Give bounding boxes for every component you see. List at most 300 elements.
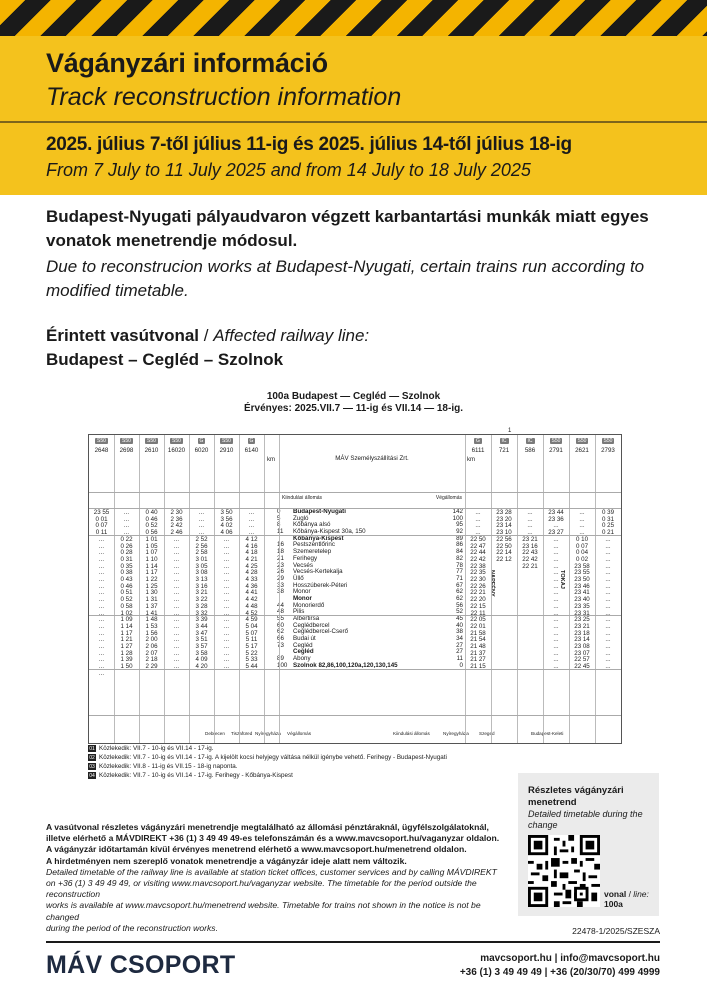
timetable-line-no: 100a Budapest — Cegléd — Szolnok — [266, 391, 441, 402]
time-cell: 22 15 — [470, 602, 486, 610]
time-cell: 1 14 — [120, 622, 133, 630]
train-times — [114, 493, 139, 671]
train-number: 16020 — [167, 447, 186, 454]
grid-vline — [543, 435, 544, 743]
time-cell: 23 08 — [574, 643, 590, 651]
time-cell: 23 20 — [496, 515, 512, 523]
time-cell: 3 22 — [195, 596, 208, 604]
time-cell: ... — [173, 549, 180, 557]
time-cell: ... — [553, 582, 559, 590]
time-cell: ... — [553, 629, 559, 637]
time-cell: ... — [553, 555, 559, 563]
time-cell: 2 00 — [145, 636, 158, 644]
time-cell: ... — [475, 529, 481, 537]
time-cell: 22 30 — [470, 576, 486, 584]
time-cell: 3 01 — [195, 555, 208, 563]
time-cell: ... — [223, 622, 230, 630]
station-name: Üllő — [293, 574, 304, 582]
time-cell: 23 35 — [574, 602, 590, 610]
time-cell: 22 56 — [496, 535, 512, 543]
grid-vline — [164, 435, 165, 743]
time-cell: 22 44 — [470, 549, 486, 557]
station-name: Cegléd — [293, 641, 313, 649]
time-cell: 23 44 — [548, 509, 564, 516]
train-times — [214, 493, 239, 671]
note-key: 02 — [89, 754, 95, 761]
station-km: 73 — [277, 641, 284, 649]
station-km: 26 — [277, 568, 284, 576]
note-key: 03 — [89, 763, 95, 770]
train-header — [139, 435, 164, 493]
time-cell: 1 39 — [120, 656, 133, 664]
time-cell: ... — [605, 663, 611, 671]
time-cell: 21 27 — [470, 656, 486, 664]
time-cell: 23 14 — [574, 636, 590, 644]
train-number: 6111 — [471, 447, 485, 454]
time-cell: ... — [553, 656, 559, 664]
time-cell: 22 47 — [470, 542, 486, 550]
station-row — [277, 581, 463, 590]
train-column-6140 — [239, 435, 264, 743]
time-cell: ... — [223, 663, 230, 671]
station-km-reverse: 27 — [456, 648, 463, 656]
time-cell: 3 21 — [195, 589, 208, 597]
time-cell: 23 55 — [93, 509, 110, 516]
info-bold-line: illetve elérhető a MÁVDIREKT +36 (1) 3 49 49 49-es telefonszámán és a www.mavcsoport.hu/vaganyzar oldalon. — [46, 833, 500, 844]
station-km-reverse: 67 — [456, 581, 463, 589]
footer-divider — [46, 941, 660, 943]
station-row — [285, 649, 461, 656]
time-cell: 1 27 — [120, 643, 133, 651]
station-km: 48 — [277, 608, 284, 616]
time-cell: 3 56 — [220, 515, 233, 523]
station-km-reverse: 38 — [456, 628, 463, 636]
time-cell: 22 50 — [496, 542, 512, 550]
train-column-2621 — [569, 435, 595, 743]
time-cell: 0 01 — [95, 515, 108, 523]
time-cell: 21 37 — [470, 649, 486, 657]
time-cell: ... — [605, 636, 611, 644]
time-cell: ... — [98, 663, 105, 671]
station-km: 23 — [277, 561, 284, 569]
time-cell: ... — [553, 596, 559, 604]
time-cell: 4 02 — [220, 522, 233, 530]
time-cell: 1 50 — [120, 663, 133, 671]
time-cell: ... — [553, 576, 559, 584]
time-cell: 1 02 — [120, 609, 133, 617]
timetable-validity: Érvényes: 2025.VII.7 — 11-ig és VII.14 — 18-ig. — [243, 403, 463, 414]
station-km-reverse: 92 — [456, 528, 463, 536]
time-cell: ... — [248, 515, 255, 523]
time-cell: 0 46 — [145, 515, 158, 523]
time-cell: 1 25 — [145, 582, 158, 590]
time-cell: ... — [98, 562, 105, 570]
time-cell: ... — [553, 609, 559, 617]
station-km-reverse: 84 — [456, 548, 463, 556]
time-cell: 4 06 — [220, 529, 233, 537]
train-column-2791 — [543, 435, 569, 743]
station-km: 89 — [277, 655, 284, 663]
time-cell: 4 18 — [245, 549, 258, 557]
dates-en: From 7 July to 11 July 2025 and from 14 July to 18 July 2025 — [46, 160, 531, 180]
time-cell: ... — [98, 656, 105, 664]
train-category-badge: IC — [501, 438, 507, 444]
time-cell: ... — [223, 649, 230, 657]
foot-label: Nyíregyháza — [255, 731, 281, 736]
station-name: Monor — [293, 594, 312, 602]
time-cell: ... — [198, 529, 205, 537]
station-km-reverse: 82 — [456, 554, 463, 562]
time-cell: ... — [223, 535, 230, 543]
station-km-reverse: 27 — [456, 641, 463, 649]
station-km: 5 — [277, 514, 281, 522]
time-cell: 23 21 — [522, 535, 538, 543]
time-cell: ... — [553, 569, 559, 577]
contact-phone: +36 (1) 3 49 49 49 | +36 (20/30/70) 499 4999 — [459, 967, 660, 978]
info-bold-line: A vasútvonal részletes vágányzári menetrendje megtalálható az állomási pénztáraknál, ügyfélszolgálatoknál, — [46, 822, 489, 832]
affected-line — [46, 324, 369, 372]
time-cell: ... — [475, 515, 481, 523]
time-cell: 5 07 — [245, 629, 258, 637]
time-cell: 1 28 — [120, 649, 133, 657]
time-cell: 0 51 — [120, 589, 133, 597]
time-cell: ... — [173, 622, 180, 630]
time-cell: 4 42 — [245, 596, 258, 604]
station-name: Vecsés — [293, 561, 313, 569]
time-cell: 4 16 — [245, 542, 258, 550]
station-km: 11 — [277, 528, 284, 536]
time-cell: ... — [98, 535, 105, 543]
time-cell: 5 04 — [245, 622, 258, 630]
station-name: Cegléd — [293, 648, 314, 656]
time-cell: ... — [173, 589, 180, 597]
time-cell: 0 25 — [601, 522, 615, 530]
train-category-badge: S50 — [172, 438, 181, 444]
time-cell: ... — [579, 522, 585, 530]
train-category-badge: S50 — [551, 438, 561, 444]
qr-code-icon[interactable] — [528, 835, 600, 907]
time-cell: ... — [579, 529, 585, 537]
foot-label: Szeged — [479, 731, 495, 736]
time-cell: 0 56 — [145, 529, 158, 537]
time-cell: ... — [98, 609, 105, 617]
time-cell: ... — [173, 629, 180, 637]
grid-vline — [595, 435, 596, 743]
time-cell: 22 20 — [470, 596, 486, 604]
time-cell: ... — [605, 609, 611, 617]
train-number: 2621 — [575, 447, 589, 454]
note-text: Közlekedik: VII.7 - 10-ig és VII.14 - 17-ig. A kijelölt kocsi helyjegy váltása nélkül igénybe vehető. Ferihegy - Budapest-Nyugati — [99, 754, 447, 762]
time-cell: 3 16 — [195, 582, 208, 590]
qr-line-label — [604, 889, 649, 909]
station-name: Kőbánya-Kispest — [293, 534, 344, 542]
time-cell: 2 46 — [170, 529, 183, 537]
time-cell: ... — [98, 596, 105, 604]
time-cell: ... — [173, 555, 180, 563]
time-cell: 0 21 — [601, 529, 615, 537]
time-cell: ... — [173, 636, 180, 644]
qr-line-en: line: — [633, 889, 649, 899]
station-name: Budapest-Nyugati — [293, 508, 346, 515]
train-category-badge: S50 — [603, 438, 613, 444]
time-cell: 2 30 — [170, 509, 183, 516]
train-header — [189, 435, 214, 493]
time-cell: 1 07 — [145, 549, 158, 557]
info-italic-line: works is available at www.mavcsoport.hu/menetrend website. Timetable for trains not shown in the notice is not be changed — [46, 900, 481, 922]
station-name: Szolnok 82,86,100,120a,120,130,145 — [293, 661, 398, 669]
time-cell: 23 14 — [496, 522, 512, 530]
time-cell: 0 07 — [95, 522, 108, 530]
station-name: Hosszúberek-Péteri — [293, 581, 348, 589]
station-list — [277, 508, 463, 670]
time-cell: ... — [98, 582, 105, 590]
station-km: 8 — [277, 521, 281, 529]
time-cell: 22 42 — [522, 555, 538, 563]
foot-label: Debrecen — [205, 731, 225, 736]
station-km: 60 — [277, 621, 284, 629]
time-cell: ... — [223, 629, 230, 637]
time-cell: 2 18 — [145, 656, 158, 664]
time-cell: ... — [605, 589, 611, 597]
time-cell: ... — [605, 643, 611, 651]
time-cell: 1 17 — [120, 629, 133, 637]
time-cell: 5 11 — [245, 636, 258, 644]
time-cell: ... — [173, 596, 180, 604]
time-cell: 22 45 — [574, 663, 590, 671]
time-cell: 21 15 — [470, 663, 486, 671]
train-header — [214, 435, 239, 493]
station-km-reverse: 45 — [456, 615, 463, 622]
train-column-2698 — [114, 435, 139, 743]
station-km-reverse: 52 — [456, 608, 463, 616]
time-cell: 5 33 — [245, 656, 258, 664]
note-row — [88, 763, 447, 772]
time-cell: ... — [605, 656, 611, 664]
km-label-right: km — [467, 457, 475, 463]
station-km: 100 — [277, 661, 288, 669]
station-km-reverse: 40 — [456, 621, 463, 629]
station-row — [277, 601, 463, 610]
time-cell: 23 58 — [574, 562, 590, 570]
time-cell: ... — [605, 562, 611, 570]
time-cell: ... — [98, 549, 105, 557]
time-cell: ... — [579, 509, 585, 516]
train-number: 2698 — [119, 447, 134, 454]
mav-logo: MÁV CSOPORT — [46, 951, 236, 979]
time-cell: 23 31 — [574, 609, 590, 617]
time-cell: ... — [123, 509, 130, 516]
time-cell: ... — [173, 562, 180, 570]
station-km-reverse: 95 — [456, 521, 463, 529]
station-km: 33 — [277, 581, 284, 589]
time-cell: ... — [527, 522, 533, 530]
time-cell: 4 20 — [195, 663, 208, 671]
time-cell: 4 59 — [245, 616, 258, 624]
station-km: 62 — [277, 628, 284, 636]
train-column-2648 — [89, 435, 114, 743]
time-cell: 2 07 — [145, 649, 158, 657]
time-cell: 23 18 — [574, 629, 590, 637]
time-cell: ... — [223, 616, 230, 624]
qr-line-hu: vonal — [604, 889, 627, 899]
station-name: Albertirsa — [293, 615, 320, 622]
station-km: 29 — [277, 574, 284, 582]
time-cell: 23 27 — [548, 529, 564, 537]
time-cell: 3 39 — [195, 616, 208, 624]
time-cell: ... — [605, 649, 611, 657]
train-number: 2610 — [144, 447, 159, 454]
time-cell: 0 31 — [120, 555, 133, 563]
qr-line-no: 100a — [604, 899, 623, 909]
time-cell: ... — [605, 555, 611, 563]
time-cell: ... — [223, 555, 230, 563]
time-cell: 4 25 — [245, 562, 258, 570]
train-column-2610 — [139, 435, 164, 743]
time-cell: ... — [553, 589, 559, 597]
train-times — [543, 493, 569, 671]
qr-title-en: Detailed timetable during the change — [528, 809, 643, 830]
station-name: Pestszentlőrinc — [293, 541, 335, 549]
grid-vline — [114, 435, 115, 743]
time-cell: 4 28 — [245, 569, 258, 577]
station-name: Ceglédbercel-Cserő — [293, 628, 349, 636]
time-cell: 22 57 — [574, 656, 590, 664]
time-cell: 4 48 — [245, 602, 258, 610]
time-cell: 23 41 — [574, 589, 590, 597]
train-category-badge: G — [199, 438, 204, 444]
hazard-stripe-band — [0, 0, 707, 36]
time-cell: ... — [553, 643, 559, 651]
time-cell: ... — [223, 596, 230, 604]
time-cell: ... — [527, 509, 533, 516]
time-cell: 1 41 — [145, 609, 158, 617]
time-cell: ... — [223, 636, 230, 644]
time-cell: ... — [605, 622, 611, 630]
info-bold-line: A vágányzár időtartamán kívül érvényes menetrend elérhető a www.mavcsoport.hu/menetrend oldalon. — [46, 844, 467, 855]
train-header — [164, 435, 189, 493]
time-cell: 22 35 — [470, 569, 486, 577]
station-name: Monorierdő — [293, 601, 325, 609]
time-cell: ... — [173, 643, 180, 651]
time-cell: 22 26 — [470, 582, 486, 590]
qr-box — [518, 773, 659, 916]
train-column-6020 — [189, 435, 214, 743]
grid-vline — [214, 435, 215, 743]
train-column-2910 — [214, 435, 239, 743]
note-text: Közlekedik: VII.7 - 10-ig és VII.14 - 17-ig. Ferihegy - Kőbánya-Kispest — [99, 772, 293, 780]
time-cell: ... — [223, 549, 230, 557]
time-cell: 1 05 — [145, 542, 158, 550]
time-cell: ... — [173, 616, 180, 624]
affected-line-name: Budapest – Cegléd – Szolnok — [46, 350, 284, 369]
time-cell: 21 48 — [470, 643, 486, 651]
grid-hline — [89, 715, 621, 716]
station-name: Vecsés-Kertekalja — [293, 568, 343, 576]
station-km: 55 — [277, 615, 284, 622]
title-en: Track reconstruction information — [46, 83, 402, 111]
contact-web[interactable]: mavcsoport.hu | info@mavcsoport.hu — [480, 953, 660, 964]
time-cell: ... — [98, 669, 105, 677]
time-cell: 4 36 — [245, 582, 258, 590]
station-km-reverse: 100 — [452, 514, 463, 522]
time-cell: ... — [605, 616, 611, 624]
station-name: Kőbánya alsó — [293, 521, 331, 529]
time-cell: 1 30 — [145, 589, 158, 597]
time-cell: ... — [123, 515, 130, 523]
station-km: 21 — [277, 554, 284, 562]
time-cell: 23 10 — [496, 529, 512, 537]
info-italic-line: during the period of the reconstruction works. — [46, 922, 218, 933]
operator-name: MÁV Személyszállítási Zrt. — [335, 455, 409, 462]
time-cell: ... — [527, 529, 533, 537]
info-italic-line: on +36 (1) 3 49 49 49, or visiting www.mavcsoport.hu/vaganyzar website. The timetable for the period outside the reconstruction — [46, 878, 477, 900]
train-times — [465, 493, 491, 671]
time-cell: ... — [98, 602, 105, 610]
note-text: Közlekedik: VII.7 - 10-ig és VII.14 - 17-ig. — [99, 745, 214, 753]
train-category-badge: S50 — [122, 438, 131, 444]
time-cell: 23 28 — [496, 509, 512, 516]
train-number: 2648 — [94, 447, 109, 454]
note-key: 04 — [89, 772, 95, 779]
time-cell: ... — [173, 663, 180, 671]
time-cell: 23 07 — [574, 649, 590, 657]
grid-hline — [89, 508, 621, 509]
grid-hline — [89, 492, 621, 493]
station-name: Pilis — [293, 608, 305, 616]
time-cell: 3 32 — [195, 609, 208, 617]
time-cell: 0 58 — [120, 602, 133, 610]
train-number: 2791 — [549, 447, 563, 454]
time-cell: 3 50 — [220, 509, 233, 516]
time-cell: ... — [123, 522, 130, 530]
time-cell: 1 48 — [145, 616, 158, 624]
foot-label: Kiindulási állomás — [393, 731, 430, 736]
train-times — [569, 493, 595, 671]
train-times — [189, 493, 214, 671]
time-cell: 0 38 — [120, 569, 133, 577]
train-category-badge: S50 — [97, 438, 106, 444]
grid-vline — [239, 435, 240, 743]
time-cell: 2 36 — [170, 515, 183, 523]
time-cell: ... — [98, 555, 105, 563]
document-reference: 22478-1/2025/SZESZA — [572, 926, 660, 936]
grid-vline — [264, 435, 265, 743]
time-cell: 2 29 — [145, 663, 158, 671]
time-cell: ... — [605, 602, 611, 610]
time-cell: ... — [223, 582, 230, 590]
station-km-reverse: 34 — [456, 635, 463, 643]
grid-vline — [189, 435, 190, 743]
time-cell: 3 58 — [195, 649, 208, 657]
time-cell: 1 53 — [145, 622, 158, 630]
time-cell: ... — [173, 542, 180, 550]
qr-title-hu: Részletes vágányzári menetrend — [528, 785, 624, 808]
time-cell: ... — [223, 562, 230, 570]
station-column — [279, 435, 465, 743]
time-cell: 1 01 — [145, 535, 158, 543]
time-cell: 23 25 — [574, 616, 590, 624]
station-km-reverse: 86 — [456, 541, 463, 549]
time-cell: 4 41 — [245, 589, 258, 597]
station-km-reverse: 71 — [456, 574, 463, 582]
time-cell: ... — [98, 622, 105, 630]
title-hu: Vágányzári információ — [46, 48, 328, 78]
grid-vline — [279, 435, 280, 743]
train-header — [114, 435, 139, 493]
time-cell: 4 21 — [245, 555, 258, 563]
time-cell: ... — [98, 629, 105, 637]
time-cell: 22 38 — [470, 562, 486, 570]
